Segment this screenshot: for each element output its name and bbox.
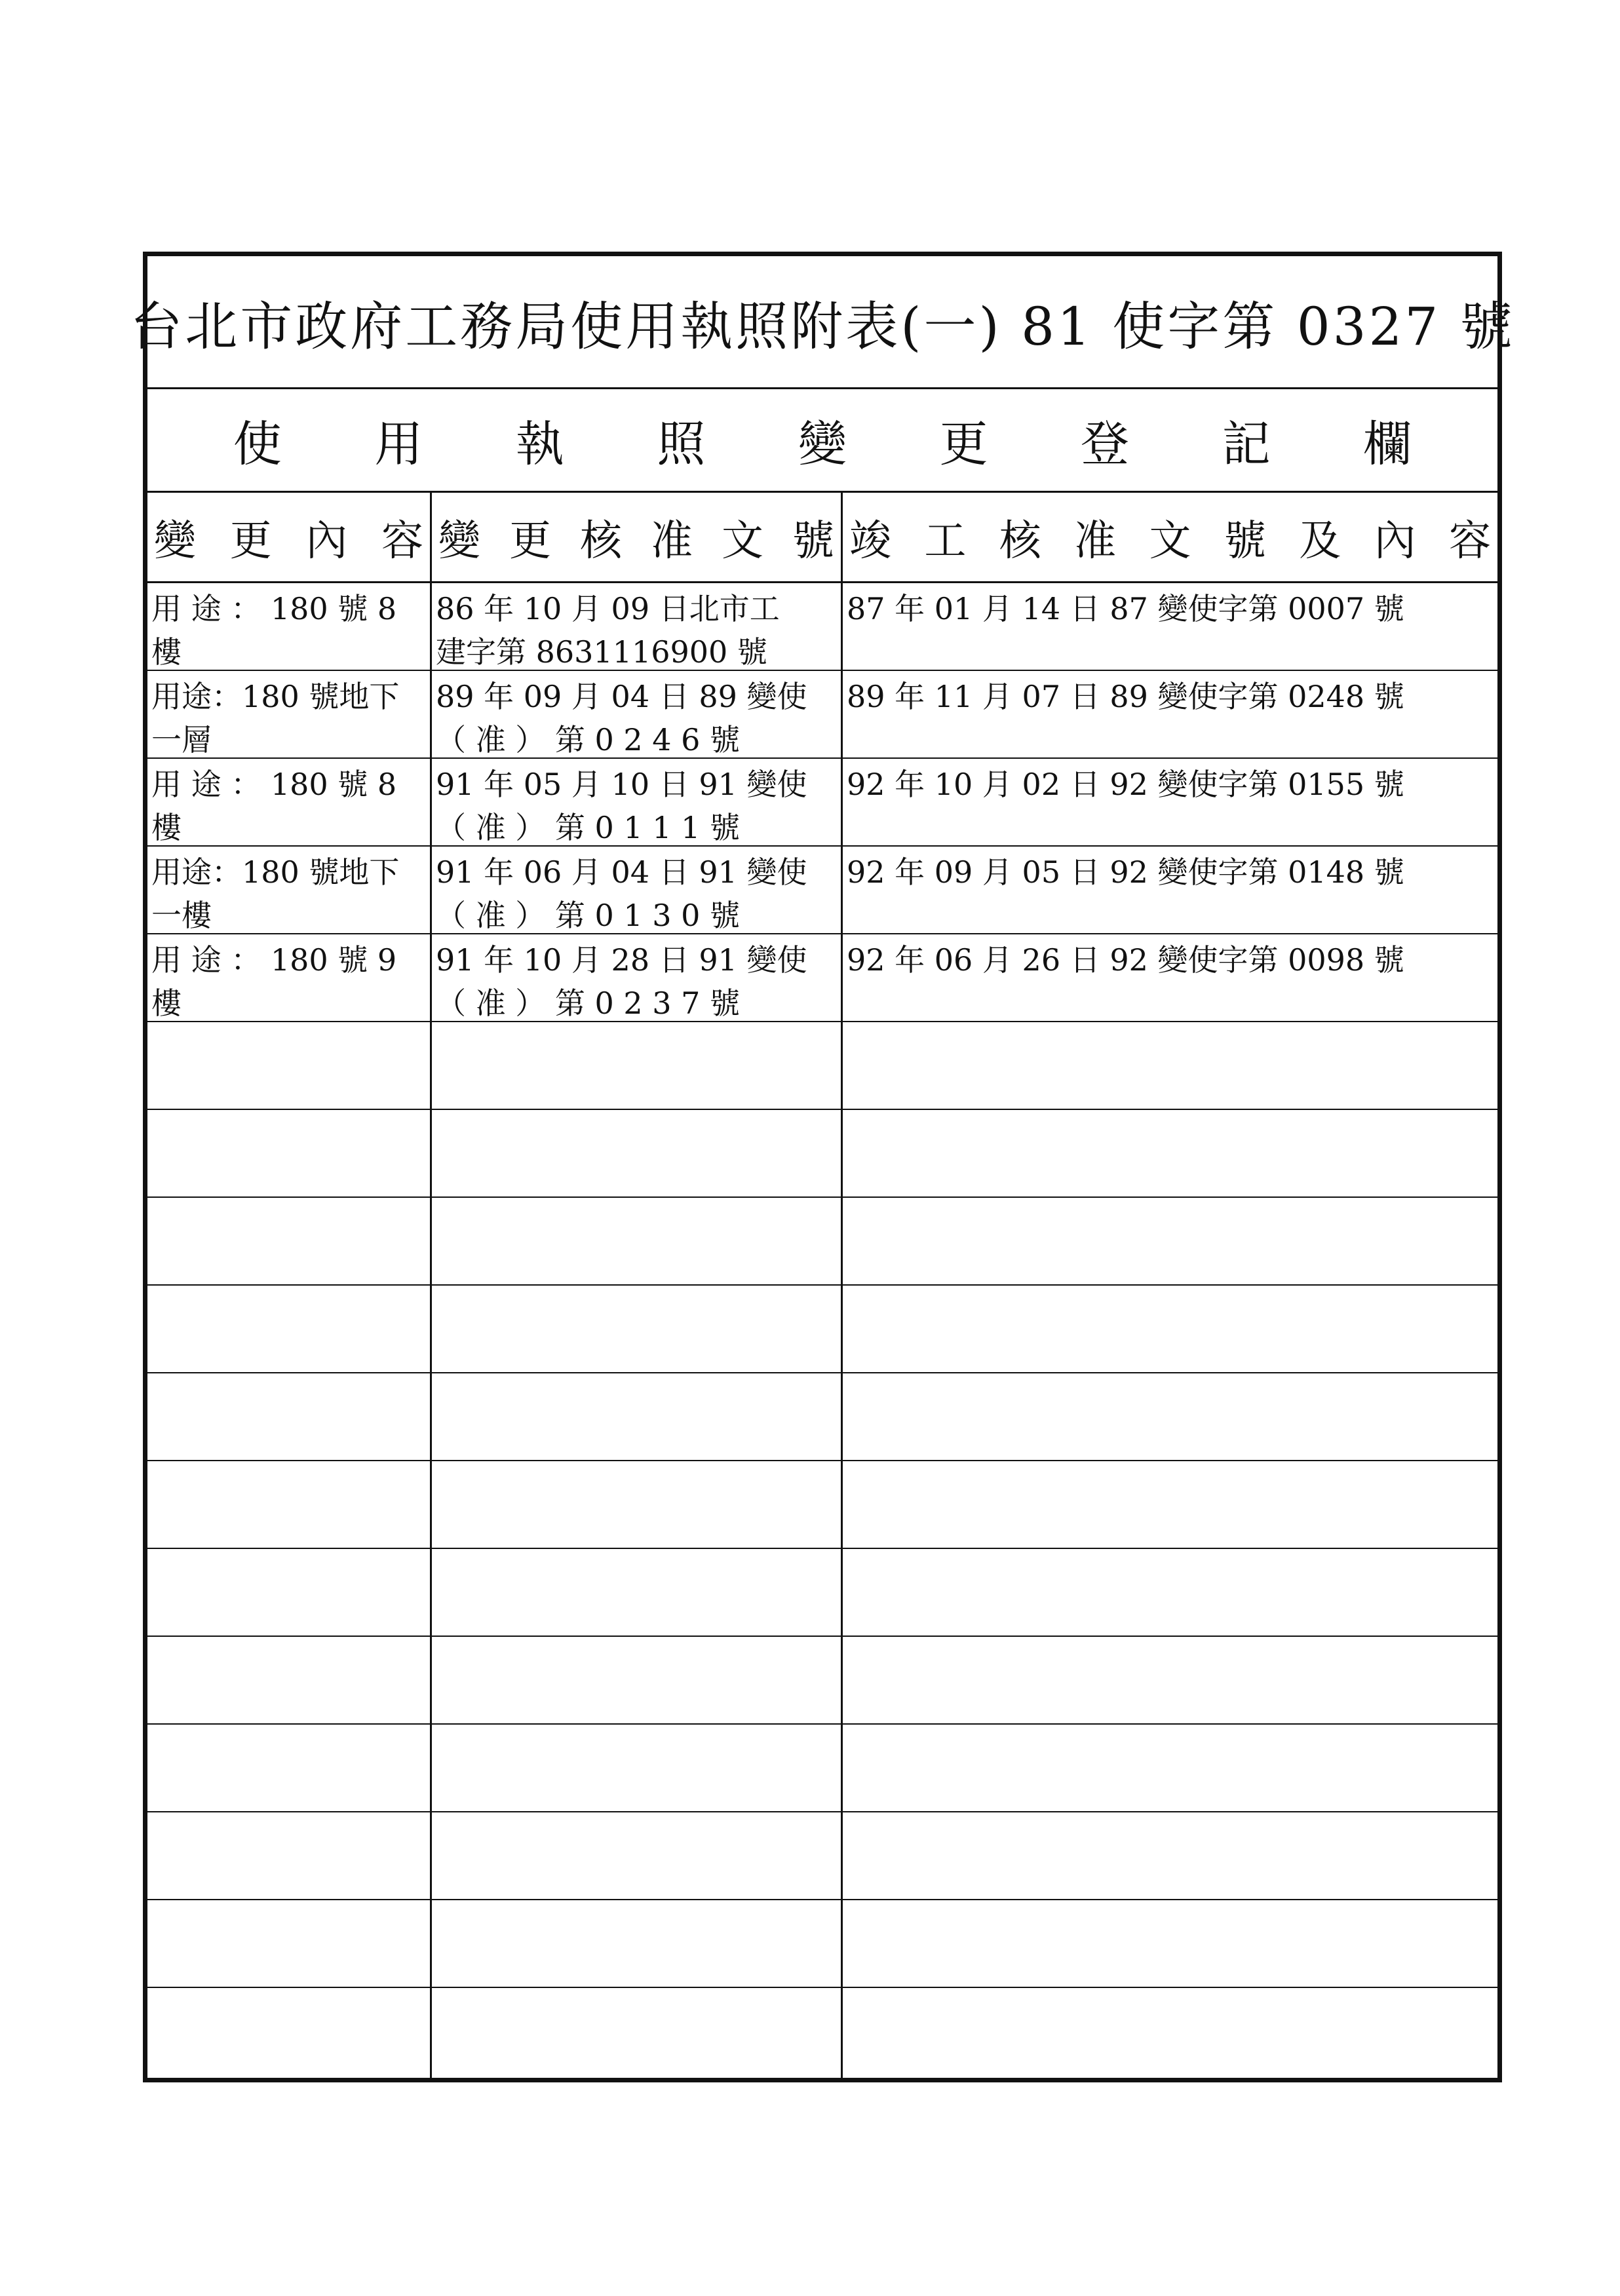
section-heading-char: 欄 [1363, 415, 1412, 472]
blank-row-divider [147, 1899, 1497, 1900]
column-header-char: 竣 [849, 516, 891, 565]
cell-line: 樓 [151, 810, 182, 845]
cell-line: 樓 [151, 634, 182, 670]
cell-line: （ 准 ） 第 0 2 4 6 號 [436, 722, 741, 757]
cell-line: 89 年 09 月 04 日 89 變使 [436, 679, 807, 714]
table-row-approval-cell [432, 759, 841, 845]
blank-row-divider [147, 1723, 1497, 1725]
column-header-char: 工 [924, 516, 967, 565]
table-row-approval-cell [432, 671, 841, 757]
cell-line: （ 准 ） 第 0 1 3 0 號 [436, 898, 741, 933]
cell-line: 89 年 11 月 07 日 89 變使字第 0248 號 [847, 679, 1404, 714]
column-header-char: 核 [580, 516, 622, 565]
cell-line: 91 年 10 月 28 日 91 變使 [436, 942, 807, 978]
cell-line: （ 准 ） 第 0 1 1 1 號 [436, 810, 741, 845]
column-header-char: 准 [651, 516, 693, 565]
blank-row-divider [147, 1548, 1497, 1549]
column-header-char: 變 [154, 516, 196, 565]
cell-line: 一樓 [151, 898, 212, 933]
table-row-completion-cell [843, 671, 1497, 757]
cell-line: 一層 [151, 722, 212, 757]
column-header-char: 號 [792, 516, 834, 565]
cell-line: 91 年 06 月 04 日 91 變使 [436, 854, 807, 890]
cell-line: 92 年 10 月 02 日 92 變使字第 0155 號 [847, 767, 1404, 802]
blank-row-divider [147, 1196, 1497, 1198]
column-header-char: 內 [1374, 516, 1416, 565]
column-header-char: 更 [229, 516, 272, 565]
section-heading-char: 使 [233, 415, 282, 472]
section-heading-char: 執 [515, 415, 564, 472]
cell-line: 92 年 06 月 26 日 92 變使字第 0098 號 [847, 942, 1404, 978]
table-row-completion-cell [843, 759, 1497, 845]
table-row-change-cell [147, 671, 430, 757]
blank-row-divider [147, 1460, 1497, 1461]
cell-line: 87 年 01 月 14 日 87 變使字第 0007 號 [847, 591, 1404, 626]
column-header-char: 內 [305, 516, 348, 565]
table-row-change-cell [147, 583, 430, 670]
cell-line: 86 年 10 月 09 日北市工 [436, 591, 780, 626]
column-header-char: 更 [509, 516, 551, 565]
blank-row-divider [147, 1372, 1497, 1373]
table-row-completion-cell [843, 847, 1497, 933]
cell-line: 91 年 05 月 10 日 91 變使 [436, 767, 807, 802]
column-header-char: 變 [438, 516, 480, 565]
table-row-change-cell [147, 847, 430, 933]
column-header-change-approval [432, 493, 841, 581]
section-heading-char: 更 [939, 415, 988, 472]
column-header-char: 文 [1149, 516, 1191, 565]
section-heading [147, 389, 1497, 491]
cell-line: 92 年 09 月 05 日 92 變使字第 0148 號 [847, 854, 1404, 890]
table-row-change-cell [147, 759, 430, 845]
cell-line: 用 途 ： 180 號 9 [151, 942, 397, 978]
cell-line: （ 准 ） 第 0 2 3 7 號 [436, 985, 741, 1021]
blank-row-divider [147, 1284, 1497, 1286]
cell-line: 樓 [151, 985, 182, 1021]
column-header-char: 文 [722, 516, 763, 565]
cell-line: 用 途 ： 180 號 8 [151, 591, 397, 626]
cell-line: 建字第 8631116900 號 [436, 634, 767, 670]
usage-license-change-form [130, 252, 1515, 2082]
row-divider [147, 1021, 1497, 1022]
table-row-approval-cell [432, 934, 841, 1021]
cell-line: 用途：180 號地下 [151, 679, 400, 714]
blank-row-divider [147, 1109, 1497, 1110]
section-heading-char: 照 [657, 415, 706, 472]
column-header-change-content [147, 493, 430, 581]
section-heading-char: 變 [798, 415, 847, 472]
column-header-char: 及 [1299, 516, 1341, 565]
column-header-completion [843, 493, 1497, 581]
section-heading-char: 登 [1081, 415, 1130, 472]
table-row-change-cell [147, 934, 430, 1021]
section-heading-char: 記 [1222, 415, 1271, 472]
cell-line: 用途：180 號地下 [151, 854, 400, 890]
column-header-char: 准 [1074, 516, 1117, 565]
section-heading-char: 用 [374, 415, 423, 472]
table-row-approval-cell [432, 847, 841, 933]
form-title: 台北市政府工務局使用執照附表(一) 81 使字第 0327 號 [130, 296, 1515, 357]
column-header-char: 容 [1449, 516, 1491, 565]
blank-row-divider [147, 1987, 1497, 1988]
table-row-completion-cell [843, 934, 1497, 1021]
table-row-completion-cell [843, 583, 1497, 670]
column-header-char: 容 [381, 516, 423, 565]
column-header-char: 核 [999, 516, 1041, 565]
table-row-approval-cell [432, 583, 841, 670]
cell-line: 用 途 ： 180 號 8 [151, 767, 397, 802]
column-header-char: 號 [1224, 516, 1266, 565]
blank-row-divider [147, 1636, 1497, 1637]
blank-row-divider [147, 1811, 1497, 1812]
